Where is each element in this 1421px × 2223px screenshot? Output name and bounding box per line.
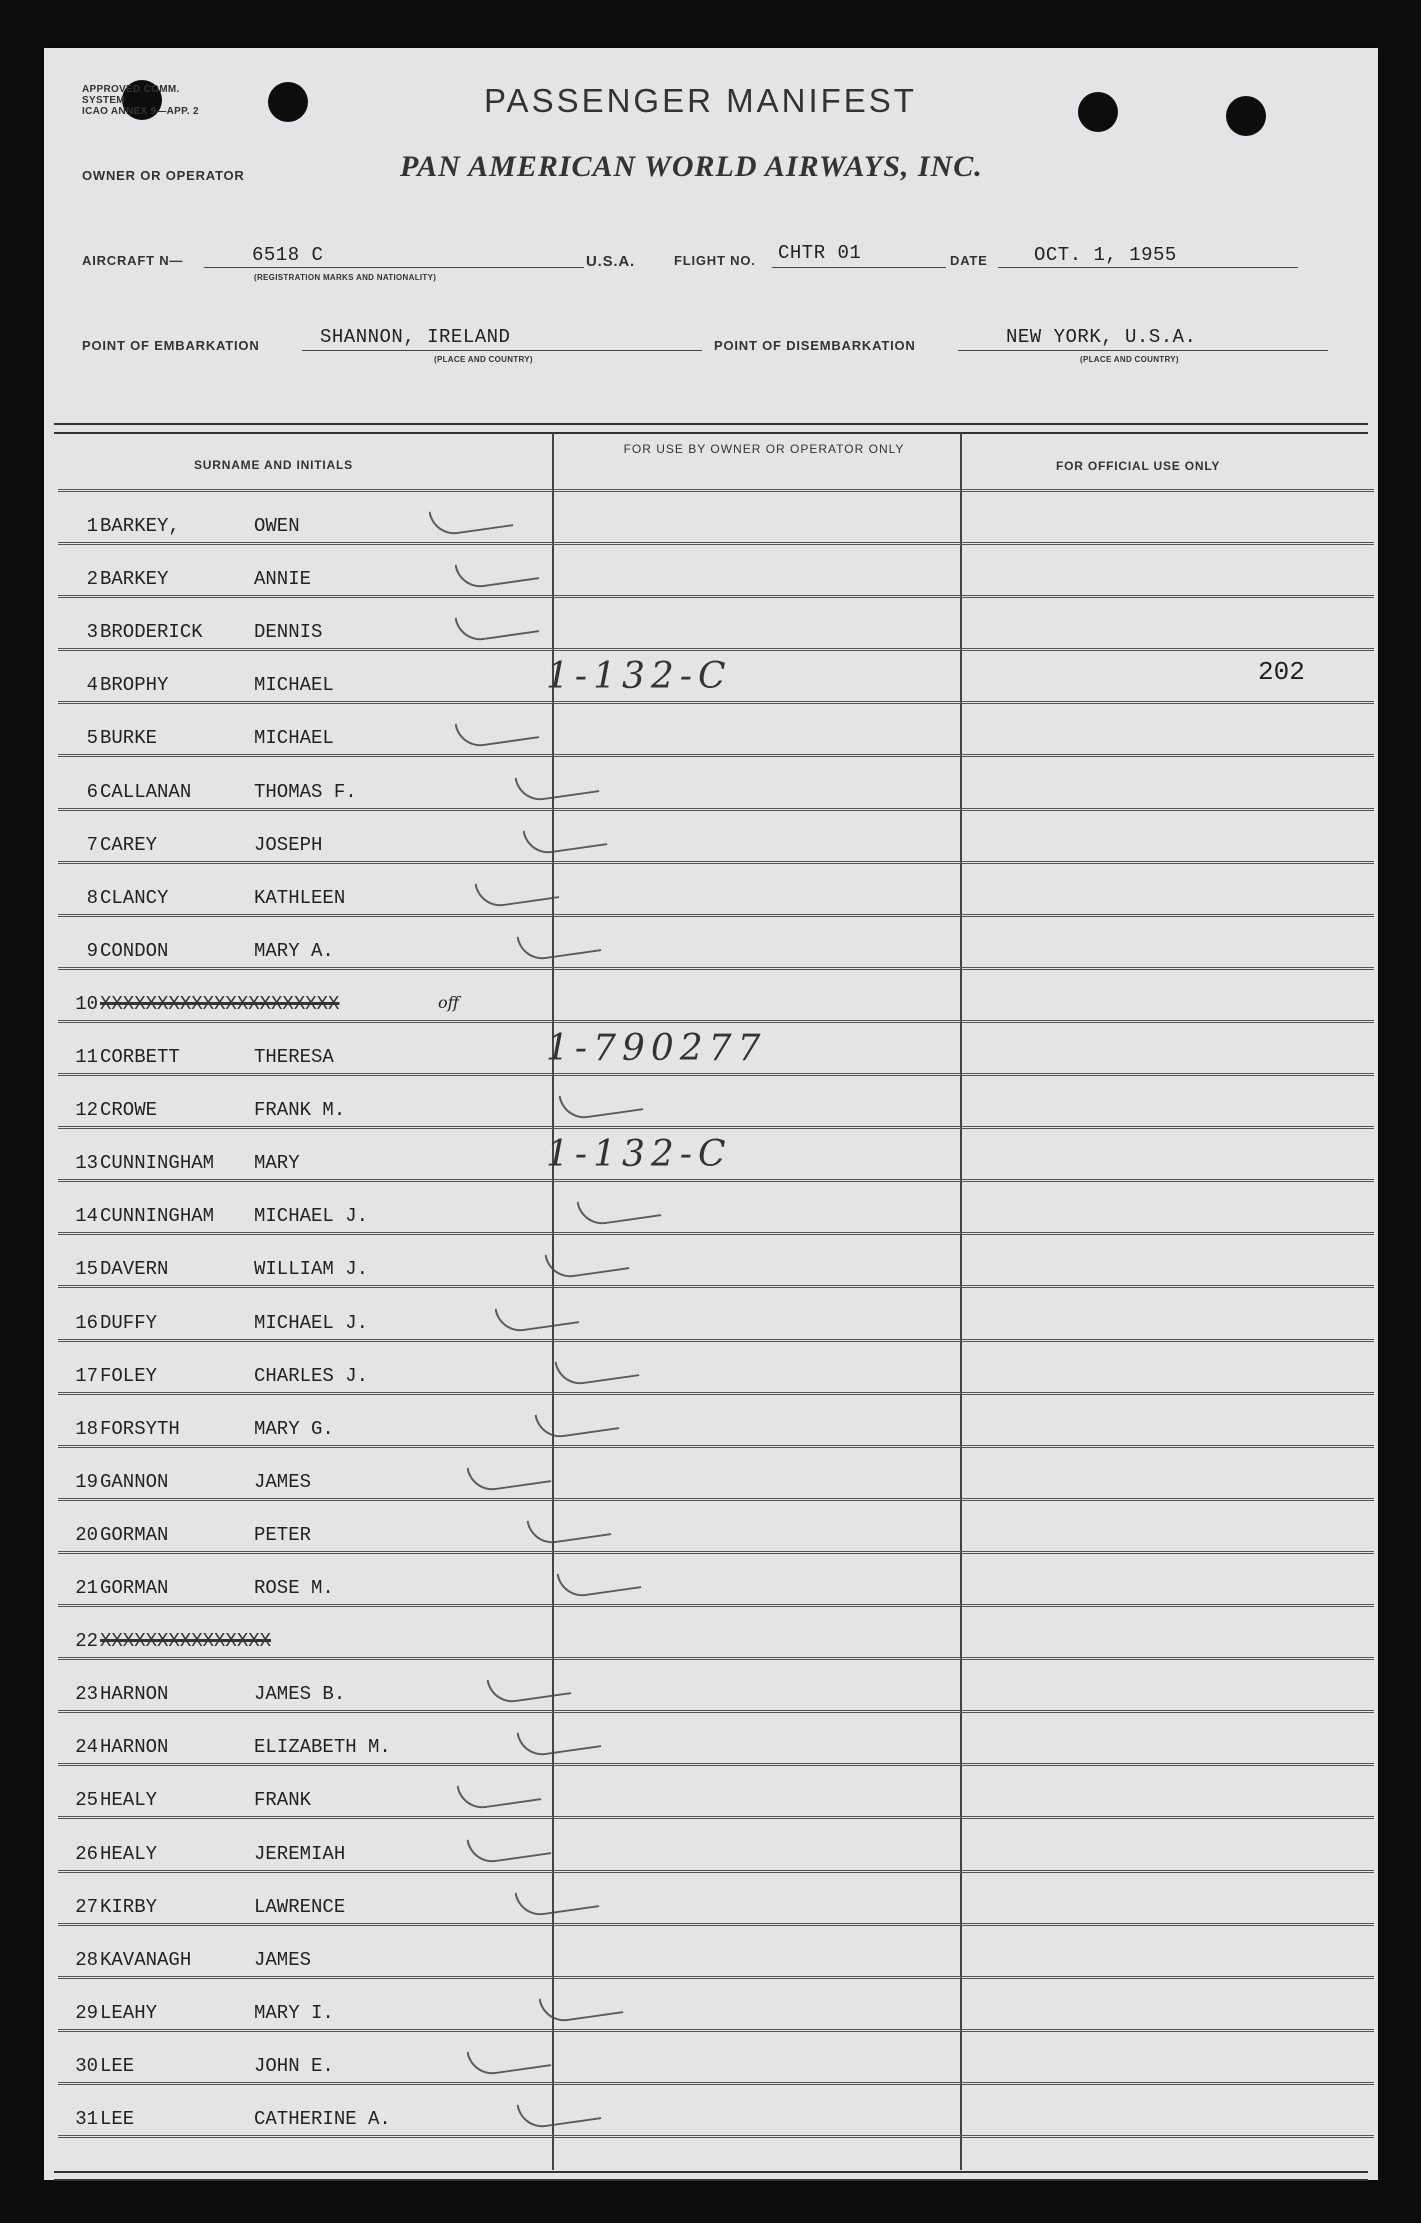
nationality: U.S.A.: [586, 253, 635, 270]
passenger-surname: GORMAN: [100, 1577, 169, 1599]
passenger-row: [58, 1554, 1374, 1607]
passenger-row: [58, 1713, 1374, 1766]
passenger-number: 17: [75, 1364, 98, 1387]
passenger-surname: CALLANAN: [100, 780, 192, 803]
passenger-row: [58, 917, 1374, 970]
passenger-surname: CAREY: [100, 833, 158, 856]
handwritten-off: off: [438, 992, 459, 1012]
passenger-row: [58, 1926, 1374, 1979]
check-mark: [527, 1509, 612, 1546]
passenger-row: [58, 651, 1374, 704]
passenger-given-name: THOMAS F.: [254, 780, 357, 803]
check-mark: [545, 1244, 630, 1281]
top-rule: [54, 423, 1368, 434]
passenger-row: [58, 1182, 1374, 1235]
passenger-given-name: OWEN: [254, 515, 300, 537]
passenger-row: [58, 704, 1374, 757]
passenger-row: [58, 1395, 1374, 1448]
passenger-surname: CORBETT: [100, 1046, 180, 1068]
date-label: DATE: [950, 253, 988, 268]
bottom-rule: [54, 2171, 1368, 2181]
disembark-label: POINT OF DISEMBARKATION: [714, 338, 916, 353]
check-mark: [515, 766, 600, 803]
passenger-given-name: MICHAEL: [254, 727, 334, 750]
passenger-number: 16: [75, 1311, 98, 1334]
passenger-given-name: ANNIE: [254, 568, 312, 591]
passenger-given-name: PETER: [254, 1523, 312, 1546]
passenger-surname: FOLEY: [100, 1364, 158, 1387]
passenger-given-name: ELIZABETH M.: [254, 1736, 391, 1759]
passenger-given-name: WILLIAM J.: [254, 1258, 369, 1281]
passenger-number: 28: [75, 1948, 98, 1971]
check-mark: [517, 925, 602, 962]
passenger-number: 2: [86, 568, 98, 591]
date-value: OCT. 1, 1955: [1034, 244, 1177, 266]
check-mark: [517, 2093, 602, 2130]
passenger-given-name: FRANK: [254, 1789, 312, 1812]
passenger-row: [58, 811, 1374, 864]
disembark-caption: (PLACE AND COUNTRY): [1080, 355, 1179, 364]
passenger-surname: KAVANAGH: [100, 1948, 192, 1971]
passenger-number: 20: [75, 1523, 98, 1546]
passenger-row: [58, 970, 1374, 1023]
passenger-surname: GANNON: [100, 1470, 169, 1493]
passenger-row: [58, 864, 1374, 917]
passenger-number: 21: [75, 1577, 98, 1599]
passenger-surname: BARKEY: [100, 568, 169, 591]
passenger-number: 3: [86, 621, 98, 644]
passenger-surname: HEALY: [100, 1842, 158, 1865]
passenger-surname: CUNNINGHAM: [100, 1152, 215, 1175]
passenger-number: 10: [75, 992, 98, 1015]
col-header-name: SURNAME AND INITIALS: [194, 458, 353, 472]
passenger-number: 1: [86, 515, 98, 537]
check-mark: [523, 819, 608, 856]
passenger-row: [58, 2032, 1374, 2085]
passenger-number: 27: [75, 1895, 98, 1918]
passenger-number: 8: [86, 886, 98, 909]
passenger-given-name: JOHN E.: [254, 2054, 334, 2077]
passenger-row: [58, 2085, 1374, 2138]
passenger-number: 5: [86, 727, 98, 750]
check-mark: [517, 1722, 602, 1759]
passenger-number: 13: [75, 1152, 98, 1175]
aircraft-value: 6518 C: [252, 244, 324, 266]
passenger-given-name: MARY I.: [254, 2001, 334, 2024]
passenger-number: 30: [75, 2054, 98, 2077]
check-mark: [467, 1828, 552, 1865]
punch-hole: [1226, 96, 1266, 136]
passenger-given-name: MICHAEL J.: [254, 1205, 369, 1228]
check-mark: [455, 607, 540, 644]
passenger-row: [58, 1501, 1374, 1554]
passenger-given-name: FRANK M.: [254, 1099, 346, 1122]
airline-name: PAN AMERICAN WORLD AIRWAYS, INC.: [400, 150, 983, 183]
passenger-surname: DAVERN: [100, 1258, 169, 1281]
manifest-sheet: [44, 48, 1378, 2180]
passenger-surname: HEALY: [100, 1789, 158, 1812]
approval-note: APPROVED COMM. SYSTEM ICAO ANNEX 9—APP. 2: [82, 84, 199, 117]
passenger-given-name: MICHAEL: [254, 674, 334, 697]
passenger-row: [58, 1342, 1374, 1395]
passenger-surname: LEE: [100, 2054, 135, 2077]
embark-label: POINT OF EMBARKATION: [82, 338, 260, 353]
owner-label: OWNER OR OPERATOR: [82, 168, 245, 183]
passenger-surname: BURKE: [100, 727, 158, 750]
passenger-given-name: JOSEPH: [254, 833, 323, 856]
passenger-row: [58, 1873, 1374, 1926]
passenger-given-name: CHARLES J.: [254, 1364, 369, 1387]
check-mark: [515, 1881, 600, 1918]
passenger-surname: BRODERICK: [100, 621, 203, 644]
passenger-number: 14: [75, 1205, 98, 1228]
check-mark: [535, 1403, 620, 1440]
passenger-given-name: MARY: [254, 1152, 300, 1175]
punch-hole: [1078, 92, 1118, 132]
col-header-owner: FOR USE BY OWNER OR OPERATOR ONLY: [623, 442, 905, 456]
col-header-official: FOR OFFICIAL USE ONLY: [1056, 459, 1221, 473]
passenger-row: [58, 1979, 1374, 2032]
flight-value: CHTR 01: [778, 242, 862, 264]
passenger-given-name: JEREMIAH: [254, 1842, 346, 1865]
passenger-given-name: MARY G.: [254, 1417, 334, 1440]
passenger-row: [58, 492, 1374, 545]
check-mark: [467, 2040, 552, 2077]
passenger-row: [58, 1448, 1374, 1501]
passenger-number: 18: [75, 1417, 98, 1440]
passenger-surname: CONDON: [100, 939, 169, 962]
flight-label: FLIGHT NO.: [674, 253, 756, 268]
page-title: PASSENGER MANIFEST: [484, 82, 917, 119]
passenger-number: 25: [75, 1789, 98, 1812]
check-mark: [455, 713, 540, 750]
passenger-number: 15: [75, 1258, 98, 1281]
passenger-given-name: MICHAEL J.: [254, 1311, 369, 1334]
passenger-surname: KIRBY: [100, 1895, 158, 1918]
check-mark: [487, 1669, 572, 1706]
passenger-number: 19: [75, 1470, 98, 1493]
check-mark: [577, 1191, 662, 1228]
official-use-value: 202: [1258, 657, 1305, 688]
passenger-surname: DUFFY: [100, 1311, 158, 1334]
passenger-given-name: ROSE M.: [254, 1577, 334, 1599]
passenger-surname: XXXXXXXXXXXXXXX: [100, 1630, 272, 1653]
passenger-number: 26: [75, 1842, 98, 1865]
passenger-number: 12: [75, 1099, 98, 1122]
passenger-surname: CUNNINGHAM: [100, 1205, 215, 1228]
handwritten-ticket-number: 1-132-C: [546, 656, 732, 698]
check-mark: [559, 1085, 644, 1122]
passenger-row: [58, 598, 1374, 651]
passenger-given-name: JAMES: [254, 1470, 312, 1493]
passenger-surname: LEAHY: [100, 2001, 158, 2024]
passenger-number: 7: [86, 833, 98, 856]
passenger-row: [58, 1023, 1374, 1076]
passenger-given-name: JAMES B.: [254, 1683, 346, 1706]
handwritten-ticket-number: 1-790277: [546, 1028, 767, 1069]
check-mark: [539, 1987, 624, 2024]
passenger-surname: HARNON: [100, 1736, 169, 1759]
passenger-given-name: DENNIS: [254, 621, 323, 644]
passenger-row: [58, 1607, 1374, 1660]
passenger-row: [58, 1076, 1374, 1129]
passenger-number: 6: [86, 780, 98, 803]
check-mark: [557, 1562, 642, 1599]
passenger-surname: CLANCY: [100, 886, 169, 909]
passenger-given-name: CATHERINE A.: [254, 2108, 391, 2130]
passenger-given-name: KATHLEEN: [254, 886, 346, 909]
passenger-surname: GORMAN: [100, 1523, 169, 1546]
passenger-row: [58, 1289, 1374, 1342]
check-mark: [455, 554, 540, 591]
passenger-row: [58, 1129, 1374, 1182]
passenger-number: 24: [75, 1736, 98, 1759]
aircraft-caption: (REGISTRATION MARKS AND NATIONALITY): [254, 273, 437, 282]
passenger-row: [58, 1660, 1374, 1713]
embark-caption: (PLACE AND COUNTRY): [434, 355, 533, 364]
passenger-row: [58, 758, 1374, 811]
passenger-number: 22: [75, 1630, 98, 1653]
passenger-surname: LEE: [100, 2108, 135, 2130]
passenger-number: 4: [86, 674, 98, 697]
passenger-row: [58, 1235, 1374, 1288]
passenger-surname: BROPHY: [100, 674, 169, 697]
passenger-surname: FORSYTH: [100, 1417, 180, 1440]
passenger-number: 31: [75, 2108, 98, 2130]
passenger-surname: HARNON: [100, 1683, 169, 1706]
check-mark: [555, 1350, 640, 1387]
handwritten-ticket-number: 1-132-C: [546, 1134, 732, 1176]
passenger-given-name: JAMES: [254, 1948, 312, 1971]
passenger-number: 11: [75, 1046, 98, 1068]
punch-hole: [268, 82, 308, 122]
check-mark: [475, 872, 560, 909]
check-mark: [495, 1297, 580, 1334]
passenger-number: 29: [75, 2001, 98, 2024]
embark-value: SHANNON, IRELAND: [320, 326, 511, 348]
passenger-surname: CROWE: [100, 1099, 158, 1122]
passenger-number: 9: [86, 939, 98, 962]
aircraft-label: AIRCRAFT N—: [82, 253, 184, 268]
passenger-row: [58, 545, 1374, 598]
passenger-given-name: MARY A.: [254, 939, 334, 962]
passenger-given-name: LAWRENCE: [254, 1895, 346, 1918]
passenger-row: [58, 1820, 1374, 1873]
passenger-number: 23: [75, 1683, 98, 1706]
passenger-surname: XXXXXXXXXXXXXXXXXXXXX: [100, 992, 340, 1015]
check-mark: [429, 500, 514, 537]
passenger-row: [58, 1766, 1374, 1819]
passenger-surname: BARKEY,: [100, 515, 180, 537]
passenger-given-name: THERESA: [254, 1046, 334, 1068]
check-mark: [457, 1775, 542, 1812]
disembark-value: NEW YORK, U.S.A.: [1006, 326, 1197, 348]
check-mark: [467, 1456, 552, 1493]
